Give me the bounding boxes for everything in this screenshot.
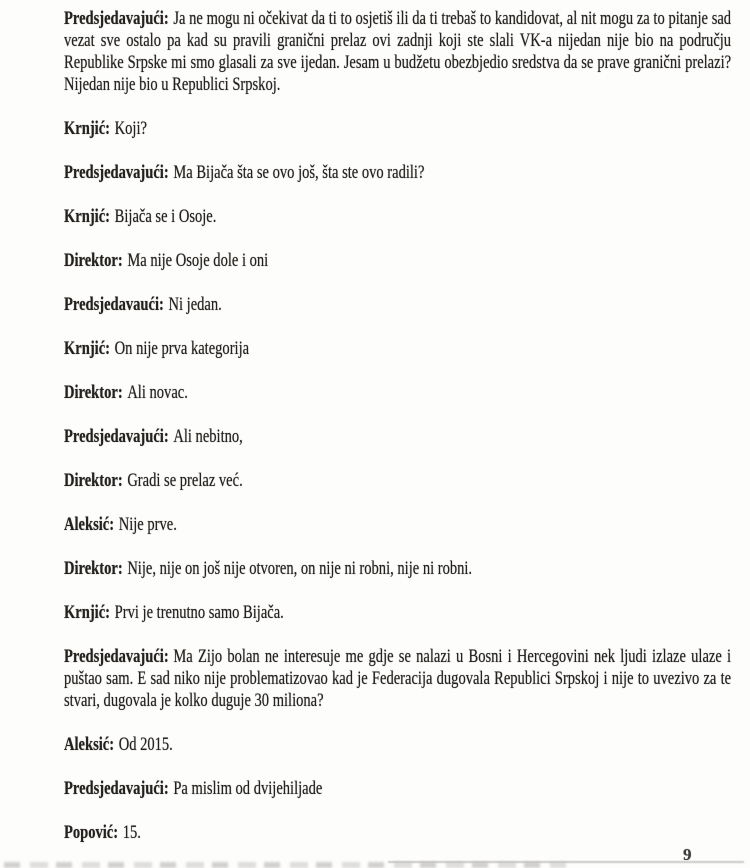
transcript-paragraph	[64, 514, 731, 536]
transcript-paragraph	[64, 8, 731, 96]
speaker-separator: :	[163, 646, 169, 667]
speaker-separator: :	[163, 162, 169, 183]
speaker-name: Popović	[64, 822, 114, 843]
utterance-text: Ma Bijača šta se ovo još, šta ste ovo radili?	[173, 162, 425, 183]
speaker-separator: :	[163, 778, 169, 799]
speaker-name: Krnjić	[64, 206, 106, 227]
speaker-separator: :	[159, 294, 164, 315]
utterance-text: Pa mislim od dvijehiljade	[173, 778, 323, 799]
transcript-paragraph	[64, 470, 731, 492]
speaker-name: Aleksić	[64, 514, 110, 535]
speaker-name: Aleksić	[64, 734, 110, 755]
transcript-paragraph	[64, 602, 731, 624]
utterance-text: Ali novac.	[127, 382, 188, 403]
transcript-paragraph	[64, 382, 731, 404]
speaker-separator: :	[105, 118, 111, 139]
utterance-text: Ma Zijo bolan ne interesuje me gdje se nalazi u Bosni i Hercegovini nek ljudi izlaze ulaze i puštao sam. E sad niko nije problematizovao kad je Federacija dugovala Republici Srpskoj i nije to uvezivo za te stvari, dugovala je kolko duguje 30 miliona?	[64, 646, 732, 711]
speaker-separator: :	[105, 602, 111, 623]
speaker-separator: :	[105, 206, 111, 227]
speaker-name: Predsjedavajući	[64, 426, 164, 447]
transcript-paragraph	[64, 822, 731, 844]
utterance-text: Bijača se i Osoje.	[114, 206, 217, 227]
speaker-name: Predsjedavajući	[64, 646, 164, 667]
transcript-body	[64, 8, 731, 866]
utterance-text: Prvi je trenutno samo Bijača.	[114, 602, 284, 623]
speaker-separator: :	[117, 382, 123, 403]
speaker-name: Krnjić	[64, 338, 106, 359]
speaker-name: Predsjedavajući	[64, 778, 164, 799]
speaker-name: Direktor	[64, 558, 118, 579]
speaker-name: Krnjić	[64, 118, 106, 139]
transcript-paragraph	[64, 734, 731, 756]
utterance-text: Ni jedan.	[168, 294, 222, 315]
utterance-text: Nije prve.	[118, 514, 177, 535]
speaker-separator: :	[113, 822, 119, 843]
speaker-name: Krnjić	[64, 602, 106, 623]
transcript-paragraph	[64, 646, 731, 712]
speaker-name: Predsjedavaući	[64, 294, 160, 315]
utterance-text: Ma nije Osoje dole i oni	[127, 250, 269, 271]
speaker-separator: :	[117, 470, 123, 491]
speaker-name: Direktor	[64, 382, 118, 403]
page-number: 9	[683, 845, 692, 864]
transcript-paragraph	[64, 426, 731, 448]
utterance-text: Gradi se prelaz već.	[127, 470, 243, 491]
transcript-paragraph	[64, 250, 731, 272]
utterance-text: On nije prva kategorija	[114, 338, 250, 359]
transcript-paragraph	[64, 162, 731, 184]
utterance-text: Ali nebitno,	[173, 426, 243, 447]
transcript-paragraph	[64, 206, 731, 228]
utterance-text: Koji?	[114, 118, 147, 139]
speaker-separator: :	[109, 734, 115, 755]
speaker-separator: :	[117, 558, 123, 579]
speaker-name: Direktor	[64, 470, 118, 491]
speaker-separator: :	[163, 426, 169, 447]
speaker-separator: :	[163, 8, 169, 29]
utterance-text: Ja ne mogu ni očekivat da ti to osjetiš ili da ti trebaš to kandidovat, al nit mogu za to pitanje sad vezat sve ostalo pa kad su pravili granični prelaz ovi zadnji koji ste slali VK-a nijedan nije bio na području Republike Srpske mi smo glasali za sve ijedan. Jesam u budžetu obezbjedio sredstva da se prave granični prelazi? Nijedan nije bio u Republici Srpskoj.	[64, 8, 732, 95]
transcript-paragraph	[64, 294, 731, 316]
transcript-paragraph	[64, 558, 731, 580]
speaker-name: Predsjedavajući	[64, 162, 164, 183]
utterance-text: Nije, nije on još nije otvoren, on nije ni robni, nije ni robni.	[127, 558, 473, 579]
speaker-separator: :	[109, 514, 115, 535]
transcript-paragraph	[64, 118, 731, 140]
speaker-name: Predsjedavajući	[64, 8, 164, 29]
transcript-paragraph	[64, 778, 731, 800]
speaker-separator: :	[105, 338, 111, 359]
transcript-paragraph	[64, 338, 731, 360]
speaker-name: Direktor	[64, 250, 118, 271]
speaker-separator: :	[117, 250, 123, 271]
utterance-text: Od 2015.	[118, 734, 173, 755]
utterance-text: 15.	[122, 822, 141, 843]
